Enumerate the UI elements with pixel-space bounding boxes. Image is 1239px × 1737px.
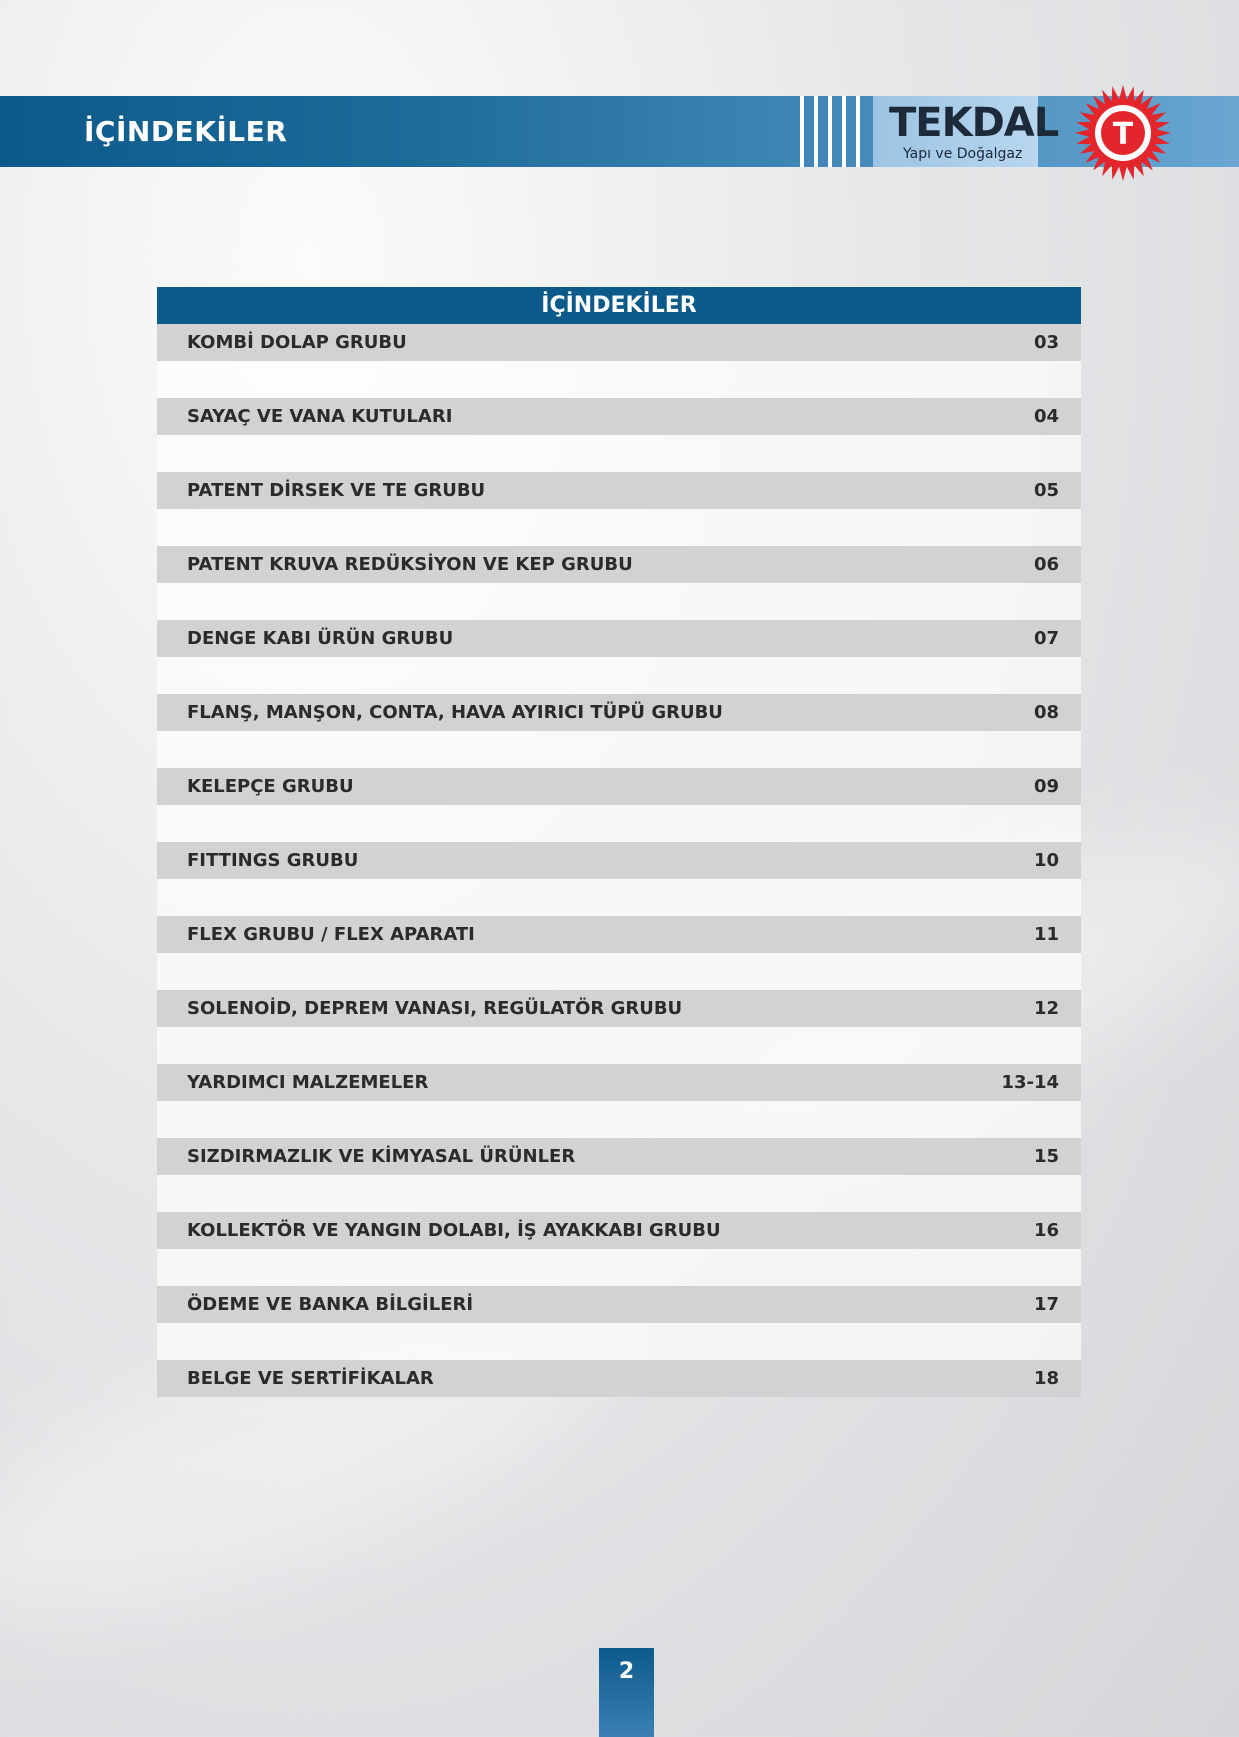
toc-title: İÇİNDEKİLER [157,287,1081,324]
page-number: 2 [599,1648,654,1737]
toc-item-label: ÖDEME VE BANKA BİLGİLERİ [187,1294,474,1315]
toc-spacer [157,361,1081,398]
toc-spacer [157,953,1081,990]
sunburst-t-logo-icon [1055,83,1191,183]
toc-item-label: FITTINGS GRUBU [187,850,359,871]
decorative-stripes [800,96,870,167]
toc-row[interactable] [157,398,1081,435]
toc-row[interactable] [157,324,1081,361]
toc-row[interactable] [157,768,1081,805]
toc-row[interactable] [157,1286,1081,1323]
toc-item-page: 04 [1033,406,1059,427]
toc-item-label: KOMBİ DOLAP GRUBU [187,332,407,353]
toc-spacer [157,879,1081,916]
toc-spacer [157,583,1081,620]
logo-name: TEKDAL [889,100,1059,146]
toc-item-page: 03 [1033,332,1059,353]
toc-item-label: PATENT DİRSEK VE TE GRUBU [187,480,486,501]
toc-item-page: 13-14 [1001,1072,1059,1093]
toc-spacer [157,435,1081,472]
toc-item-page: 06 [1033,554,1059,575]
toc-item-label: FLEX GRUBU / FLEX APARATI [187,924,475,945]
toc-row[interactable] [157,694,1081,731]
toc-spacer [157,731,1081,768]
logo-tagline: Yapı ve Doğalgaz [903,146,1023,162]
toc-item-label: YARDIMCI MALZEMELER [187,1072,429,1093]
toc-row[interactable] [157,916,1081,953]
toc-spacer [157,1175,1081,1212]
toc-item-label: DENGE KABI ÜRÜN GRUBU [187,628,454,649]
toc-spacer [157,1101,1081,1138]
toc-row[interactable] [157,1212,1081,1249]
toc-row[interactable] [157,472,1081,509]
toc-item-page: 11 [1033,924,1059,945]
toc-item-label: FLANŞ, MANŞON, CONTA, HAVA AYIRICI TÜPÜ GRUBU [187,702,723,723]
toc-spacer [157,1323,1081,1360]
toc-spacer [157,509,1081,546]
toc-item-page: 10 [1033,850,1059,871]
toc-item-label: KELEPÇE GRUBU [187,776,354,797]
toc-item-label: SAYAÇ VE VANA KUTULARI [187,406,453,427]
table-of-contents [157,287,1081,1397]
toc-item-label: SIZDIRMAZLIK VE KİMYASAL ÜRÜNLER [187,1146,576,1167]
toc-row[interactable] [157,990,1081,1027]
svg-text:T: T [1112,117,1134,152]
toc-item-label: BELGE VE SERTİFİKALAR [187,1368,434,1389]
toc-row[interactable] [157,1360,1081,1397]
toc-spacer [157,657,1081,694]
toc-spacer [157,1249,1081,1286]
toc-spacer [157,805,1081,842]
toc-item-page: 12 [1033,998,1059,1019]
toc-row[interactable] [157,1138,1081,1175]
toc-item-page: 08 [1033,702,1059,723]
page-title: İÇİNDEKİLER [84,115,288,148]
toc-row[interactable] [157,620,1081,657]
toc-item-page: 09 [1033,776,1059,797]
toc-item-page: 15 [1033,1146,1059,1167]
toc-row[interactable] [157,1064,1081,1101]
toc-row[interactable] [157,546,1081,583]
toc-item-label: SOLENOİD, DEPREM VANASI, REGÜLATÖR GRUBU [187,998,683,1019]
toc-item-label: PATENT KRUVA REDÜKSİYON VE KEP GRUBU [187,554,633,575]
toc-row[interactable] [157,842,1081,879]
toc-spacer [157,1027,1081,1064]
toc-item-page: 18 [1033,1368,1059,1389]
logo [873,96,1059,167]
header-bar [0,96,1239,167]
toc-item-page: 07 [1033,628,1059,649]
toc-item-page: 16 [1033,1220,1059,1241]
toc-item-label: KOLLEKTÖR VE YANGIN DOLABI, İŞ AYAKKABI GRUBU [187,1220,721,1241]
toc-item-page: 05 [1033,480,1059,501]
toc-item-page: 17 [1033,1294,1059,1315]
